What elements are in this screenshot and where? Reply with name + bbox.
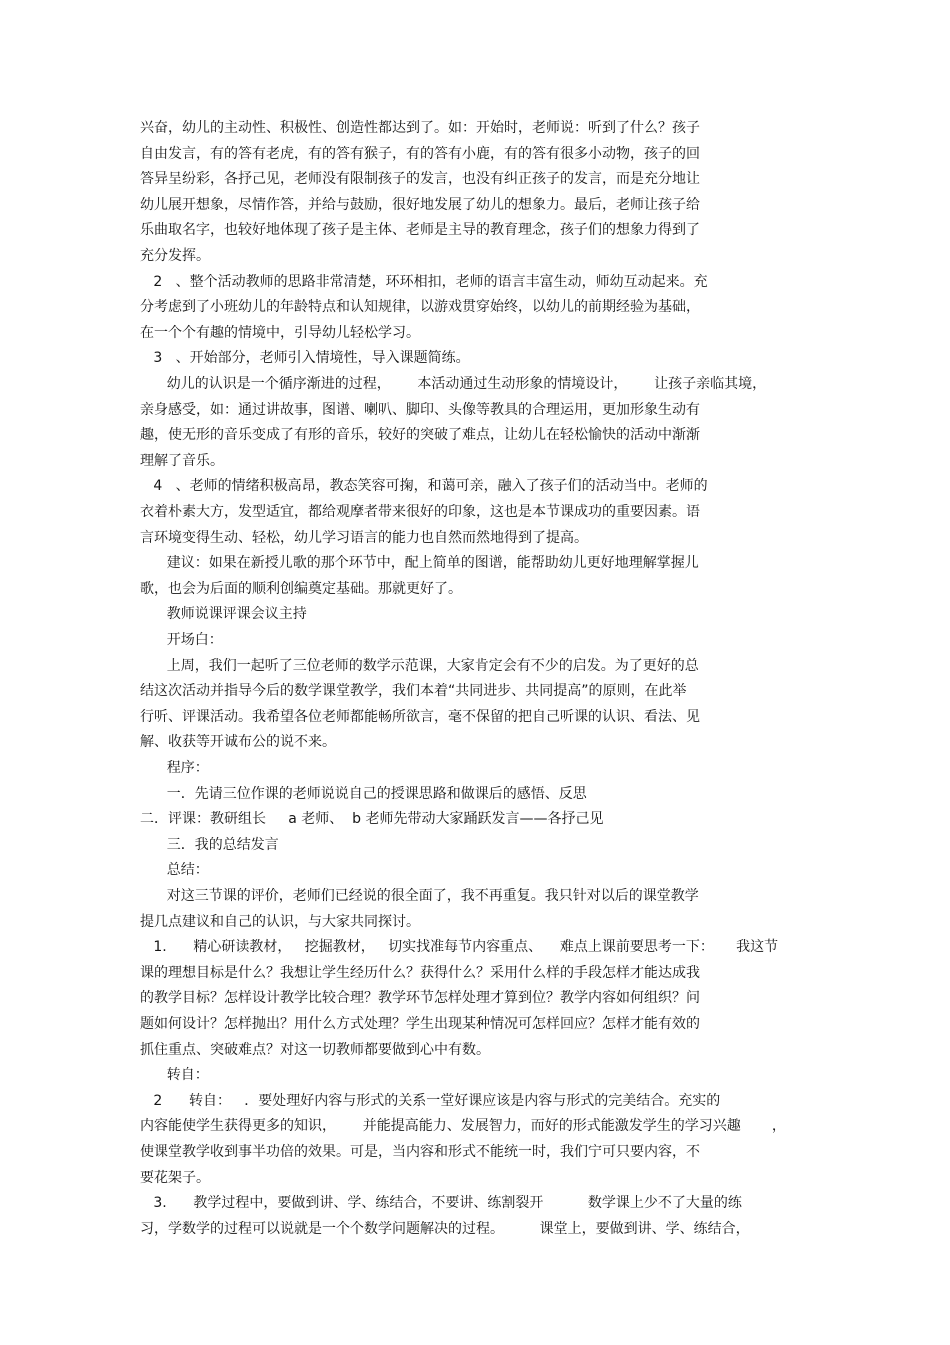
text-line: 衣着朴素大方，发型适宜，都给观摩者带来很好的印象，这也是本节课成功的重要因素。语 <box>140 504 700 520</box>
text-line: 三．我的总结发言 <box>140 836 279 853</box>
text-line: 提几点建议和自己的认识，与大家共同探讨。 <box>140 913 420 930</box>
text-line: 亲身感受，如：通过讲故事，图谱、喇叭、脚印、头像等教具的合理运用，更加形象生动有 <box>140 401 700 418</box>
text-line: 理解了音乐。 <box>140 452 224 469</box>
text-line: 4 、老师的情绪积极高昂，教态笑容可掬，和蔼可亲，融入了孩子们的活动当中。老师的 <box>140 478 708 495</box>
text-line: 幼儿展开想象，尽情作答，并给与鼓励，很好地发展了幼儿的想象力。最后，老师让孩子给 <box>140 196 700 213</box>
text-line: 自由发言，有的答有老虎，有的答有猴子，有的答有小鹿，有的答有很多小动物，孩子的回 <box>140 145 700 162</box>
text-line: 2 、整个活动教师的思路非常清楚，环环相扣，老师的语言丰富生动，师幼互动起来。充 <box>140 273 708 290</box>
text-line: 行听、评课活动。我希望各位老师都能畅所欲言，毫不保留的把自己听课的认识、看法、见 <box>140 708 700 725</box>
text-line: 一．先请三位作课的老师说说自己的授课思路和做课后的感悟、反思 <box>140 785 587 802</box>
text-line: 歌，也会为后面的顺利创编奠定基础。那就更好了。 <box>140 580 462 597</box>
text-line: 转自： <box>140 1067 209 1084</box>
text-line: 充分发挥。 <box>140 248 210 264</box>
text-line: 结这次活动并指导今后的数学课堂教学，我们本着“共同进步、共同提高”的原则，在此举 <box>140 683 687 700</box>
text-line: 的教学目标？怎样设计教学比较合理？教学环节怎样处理才算到位？教学内容如何组织？问 <box>140 990 700 1007</box>
text-line: 内容能使学生获得更多的知识， 并能提高能力、发展智力，而好的形式能激发学生的学习兴趣 ， <box>140 1118 786 1135</box>
text-line: 上周，我们一起听了三位老师的数学示范课，大家肯定会有不少的启发。为了更好的总 <box>140 657 699 674</box>
text-line: 答异呈纷彩，各抒己见，老师没有限制孩子的发言，也没有纠正孩子的发言，而是充分地让 <box>140 171 700 188</box>
text-line: 乐曲取名字，也较好地体现了孩子是主体、老师是主导的教育理念，孩子们的想象力得到了 <box>140 222 700 239</box>
text-line: 对这三节课的评价，老师们已经说的很全面了，我不再重复。我只针对以后的课堂教学 <box>140 888 699 904</box>
text-line: 总结： <box>140 862 209 879</box>
text-line: 程序： <box>140 760 209 776</box>
text-line: 幼儿的认识是一个循序渐进的过程， 本活动通过生动形象的情境设计， 让孩子亲临其境， <box>140 376 767 392</box>
text-line: 2 转自： ．要处理好内容与形式的关系一堂好课应该是内容与形式的完美结合。充实的 <box>140 1092 721 1109</box>
text-line: 教师说课评课会议主持 <box>140 606 307 623</box>
text-line: 言环境变得生动、轻松，幼儿学习语言的能力也自然而然地得到了提高。 <box>140 529 588 546</box>
text-line: 课的理想目标是什么？我想让学生经历什么？获得什么？采用什么样的手段怎样才能达成我 <box>140 964 700 981</box>
text-line: 1. 精心研读教材， 挖掘教材， 切实找准每节内容重点、 难点上课前要思考一下： 我这节 <box>140 939 779 956</box>
text-line: 开场白： <box>140 632 223 648</box>
text-line: 建议：如果在新授儿歌的那个环节中，配上简单的图谱，能帮助幼儿更好地理解掌握儿 <box>140 555 699 572</box>
text-line: 使课堂教学收到事半功倍的效果。可是，当内容和形式不能统一时，我们宁可只要内容，不 <box>140 1144 700 1160</box>
text-line: 题如何设计？怎样抛出？用什么方式处理？学生出现某种情况可怎样回应？怎样才能有效的 <box>140 1016 700 1032</box>
text-line: 兴奋，幼儿的主动性、积极性、创造性都达到了。如：开始时，老师说：听到了什么？孩子 <box>140 120 700 136</box>
text-line: 二．评课：教研组长 a 老师、 b 老师先带动大家踊跃发言——各抒己见 <box>140 811 604 828</box>
text-line: 抓住重点、突破难点？对这一切教师都要做到心中有数。 <box>140 1041 490 1058</box>
text-line: 趣，使无形的音乐变成了有形的音乐，较好的突破了难点，让幼儿在轻松愉快的活动中渐渐 <box>140 427 700 444</box>
text-line: 在一个个有趣的情境中，引导幼儿轻松学习。 <box>140 324 420 341</box>
text-line: 3 、开始部分，老师引入情境性，导入课题简练。 <box>140 350 470 367</box>
text-line: 要花架子。 <box>140 1169 210 1186</box>
text-line: 分考虑到了小班幼儿的年龄特点和认知规律，以游戏贯穿始终，以幼儿的前期经验为基础， <box>140 299 700 316</box>
text-line: 3. 教学过程中，要做到讲、学、练结合，不要讲、练割裂开 数学课上少不了大量的练 <box>140 1195 742 1212</box>
text-line: 习，学数学的过程可以说就是一个个数学问题解决的过程。 课堂上，要做到讲、学、练结合， <box>140 1220 750 1237</box>
text-line: 解、收获等开诚布公的说不来。 <box>140 734 336 751</box>
